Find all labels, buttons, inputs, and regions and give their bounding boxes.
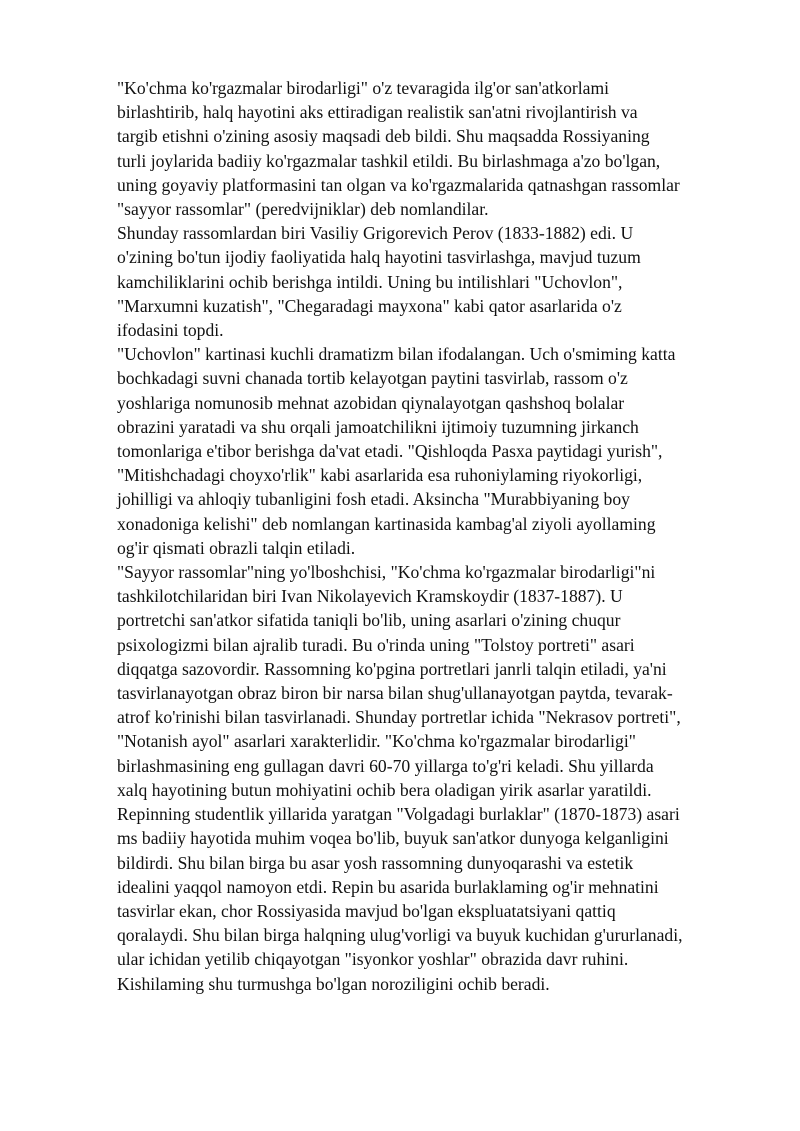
- text-line: "sayyor rassomlar" (peredvijniklar) deb nomlandilar.: [117, 199, 489, 220]
- text-line: "Marxumni kuzatish", "Chegaradagi mayxona" kabi qator asarlarida o'z: [117, 295, 622, 316]
- text-line: ifodasini topdi.: [117, 320, 224, 341]
- text-line: idealini yaqqol namoyon etdi. Repin bu asarida burlaklaming og'ir mehnatini: [117, 876, 659, 897]
- text-line: Shunday rassomlardan biri Vasiliy Grigorevich Perov (1833-1882) edi. U: [117, 223, 634, 244]
- text-line: kamchiliklarini ochib berishga intildi. Uning bu intilishlari "Uchovlon",: [117, 271, 623, 292]
- text-line: "Notanish ayol" asarlari xarakterlidir. "Ko'chma ko'rgazmalar birodarligi": [117, 731, 636, 752]
- text-line: atrof ko'rinishi bilan tasvirlanadi. Shunday portretlar ichida "Nekrasov portreti",: [117, 707, 681, 728]
- text-line: johilligi va ahloqiy tubanligini fosh etadi. Aksincha "Murabbiyaning boy: [117, 489, 630, 510]
- text-line: Kishilaming shu turmushga bo'lgan noroziligini ochib beradi.: [117, 973, 550, 994]
- text-line: tomonlariga e'tibor berishga da'vat etadi. "Qishloqda Pasxa paytidagi yurish",: [117, 441, 663, 462]
- text-line: uning goyaviy platformasini tan olgan va ko'rgazmalarida qatnashgan rassomlar: [117, 174, 680, 195]
- text-line: ms badiiy hayotida muhim voqea bo'lib, buyuk san'atkor dunyoga kelganligini: [117, 828, 669, 849]
- text-line: psixologizmi bilan ajralib turadi. Bu o'rinda uning "Tolstoy portreti" asari: [117, 634, 635, 655]
- text-line: tasvirlanayotgan obraz biron bir narsa bilan shug'ullanayotgan paytda, tevarak-: [117, 683, 673, 704]
- text-line: qoralaydi. Shu bilan birga halqning ulug'vorligi va buyuk kuchidan g'ururlanadi,: [117, 925, 683, 946]
- text-line: birlashmasining eng gullagan davri 60-70 yillarga to'g'ri keladi. Shu yillarda: [117, 755, 654, 776]
- text-line: bochkadagi suvni chanada tortib kelayotgan paytini tasvirlab, rassom o'z: [117, 368, 628, 389]
- text-line: "Uchovlon" kartinasi kuchli dramatizm bilan ifodalangan. Uch o'smiming katta: [117, 344, 676, 365]
- text-line: og'ir qismati obrazli talqin etiladi.: [117, 537, 356, 558]
- text-line: "Ko'chma ko'rgazmalar birodarligi" o'z tevaragida ilg'or san'atkorlami: [117, 78, 610, 98]
- text-line: ular ichidan yetilib chiqayotgan "isyonkor yoshlar" obrazida davr ruhini.: [117, 949, 629, 970]
- text-line: Repinning studentlik yillarida yaratgan "Volgadagi burlaklar" (1870-1873) asari: [117, 804, 680, 825]
- text-line: tasvirlar ekan, chor Rossiyasida mavjud bo'lgan ekspluatatsiyani qattiq: [117, 900, 616, 921]
- text-line: birlashtirib, halq hayotini aks ettiradigan realistik san'atni rivojlantirish va: [117, 102, 638, 123]
- text-line: portretchi san'atkor sifatida taniqli bo'lib, uning asarlari o'zining chuqur: [117, 610, 621, 631]
- text-line: targib etishni o'zining asosiy maqsadi deb bildi. Shu maqsadda Rossiyaning: [117, 126, 650, 147]
- text-line: o'zining bo'tun ijodiy faoliyatida halq hayotini tasvirlashga, mavjud tuzum: [117, 247, 641, 268]
- text-line: yoshlariga nomunosib mehnat azobidan qiynalayotgan qashshoq bolalar: [117, 392, 625, 413]
- text-line: "Sayyor rassomlar"ning yo'lboshchisi, "Ko'chma ko'rgazmalar birodarligi"ni: [117, 562, 656, 583]
- text-line: xonadoniga kelishi" deb nomlangan kartinasida kambag'al ziyoli ayollaming: [117, 513, 656, 534]
- text-line: diqqatga sazovordir. Rassomning ko'pgina portretlari janrli talqin etiladi, ya'ni: [117, 658, 667, 679]
- text-line: obrazini yaratadi va shu orqali jamoatchilikni ijtimoiy tuzumning jirkanch: [117, 416, 639, 437]
- text-line: bildirdi. Shu bilan birga bu asar yosh rassomning dunyoqarashi va estetik: [117, 852, 634, 873]
- document-page: [117, 76, 757, 996]
- text-line: "Mitishchadagi choyxo'rlik" kabi asarlarida esa ruhoniylaming riyokorligi,: [117, 465, 643, 486]
- text-line: xalq hayotining butun mohiyatini ochib bera oladigan yirik asarlar yaratildi.: [117, 779, 652, 800]
- text-line: turli joylarida badiiy ko'rgazmalar tashkil etildi. Bu birlashmaga a'zo bo'lgan,: [117, 150, 661, 171]
- text-line: tashkilotchilaridan biri Ivan Nikolayevich Kramskoydir (1837-1887). U: [117, 586, 623, 607]
